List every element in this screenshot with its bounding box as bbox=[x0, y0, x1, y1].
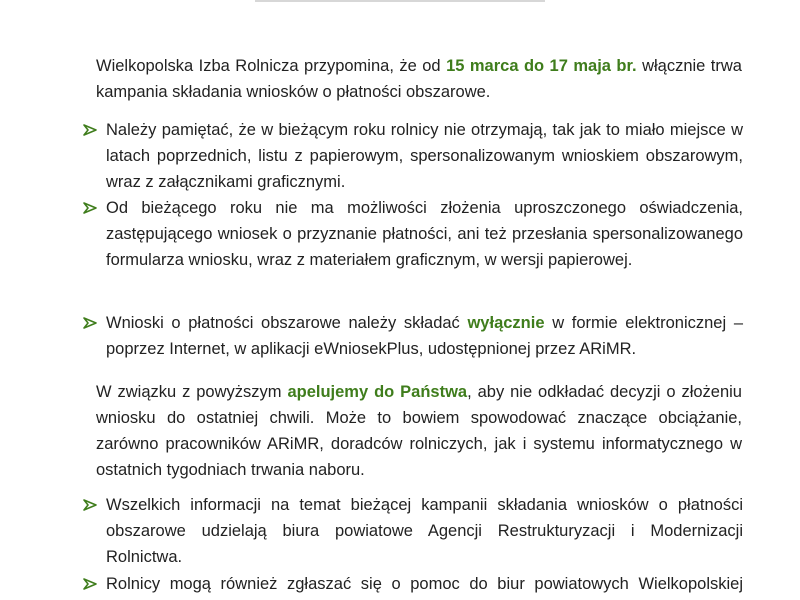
appeal-text-end: , aby nie odkładać decyzji o złożeniu wniosku do ostatniej chwili. Może to bowiem spowodować znaczące obciążanie, zarówno pracowników ARiMR, doradców rolniczych, jak i systemu informatycznego w ostatnich tygodniach trwania naboru. bbox=[96, 383, 742, 479]
list-item bbox=[83, 571, 743, 597]
arrow-bullet-icon bbox=[83, 571, 99, 597]
intro-text-start: Wielkopolska Izba Rolnicza przypomina, że od bbox=[96, 57, 441, 75]
header-divider bbox=[255, 0, 545, 2]
intro-paragraph bbox=[96, 53, 742, 105]
appeal-paragraph bbox=[96, 379, 742, 483]
arrow-bullet-icon bbox=[83, 310, 99, 336]
list-item-text: Należy pamiętać, że w bieżącym roku rolnicy nie otrzymają, tak jak to miało miejsce w latach poprzednich, listu z papierowym, spersonalizowanym wnioskiem obszarowym, wraz z załącznikami graficznymi. bbox=[106, 121, 743, 191]
list-item-text bbox=[106, 310, 743, 362]
appeal-text-start: W związku z powyższym bbox=[96, 383, 282, 401]
list-item-text-start: Wnioski o płatności obszarowe należy składać bbox=[106, 314, 460, 332]
arrow-bullet-icon bbox=[83, 492, 99, 518]
arrow-bullet-icon bbox=[83, 117, 99, 143]
list-item-text-end: w formie elektronicznej – poprzez Internet, w aplikacji eWniosekPlus, udostępnionej przez ARiMR. bbox=[106, 314, 743, 358]
list-item-text: Rolnicy mogą również zgłaszać się o pomoc do biur powiatowych Wielkopolskiej bbox=[106, 575, 743, 593]
arrow-bullet-icon bbox=[83, 195, 99, 221]
appeal-emphasis: apelujemy do Państwa bbox=[287, 383, 468, 401]
intro-text-end: włącznie trwa kampania składania wniosków o płatności obszarowe. bbox=[96, 57, 742, 101]
list-item-text: Wszelkich informacji na temat bieżącej kampanii składania wniosków o płatności obszarowe udzielają biura powiatowe Agencji Restrukturyzacji i Modernizacji Rolnictwa. bbox=[106, 496, 743, 566]
list-item bbox=[83, 492, 743, 570]
emphasis-exclusively: wyłącznie bbox=[467, 314, 545, 332]
list-item bbox=[83, 195, 743, 273]
list-item bbox=[83, 310, 743, 362]
campaign-dates: 15 marca do 17 maja br. bbox=[446, 57, 637, 75]
list-item bbox=[83, 117, 743, 195]
list-item-text: Od bieżącego roku nie ma możliwości złożenia uproszczonego oświadczenia, zastępującego wniosek o przyznanie płatności, ani też przesłania spersonalizowanego formularza wniosku, wraz z materiałem graficznym, w wersji papierowej. bbox=[106, 199, 743, 269]
